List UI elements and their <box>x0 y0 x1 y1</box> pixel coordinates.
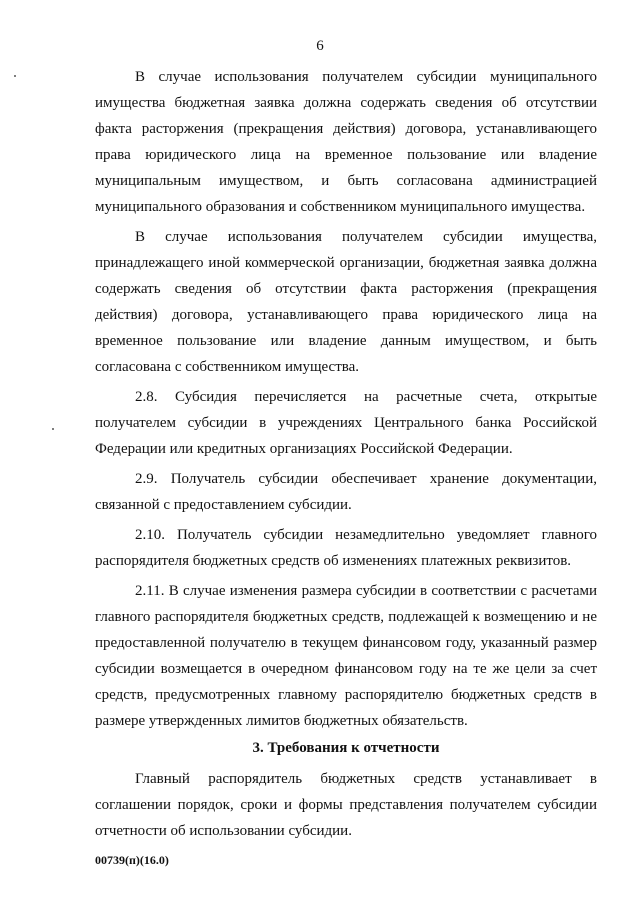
paragraph-2-10: 2.10. Получатель субсидии незамедлительно уведомляет главного распорядителя бюджетных средств об изменениях платежных реквизитов. <box>95 527 597 569</box>
scan-speck <box>52 428 54 430</box>
paragraph-commercial-property: В случае использования получателем субсидии имущества, принадлежащего иной коммерческой организации, бюджетная заявка должна содержать сведения об отсутствии факта расторжения (прекращения действия) договора, устанавливающего права юридического лица на временное пользование или владение данным имуществом, и быть согласована с собственником имущества. <box>95 229 597 375</box>
scan-speck <box>14 75 16 77</box>
paragraph-2-9: 2.9. Получатель субсидии обеспечивает хранение документации, связанной с предоставлением субсидии. <box>95 471 597 513</box>
body-text <box>95 64 597 738</box>
page-number: 6 <box>316 38 324 54</box>
paragraph-2-8: 2.8. Субсидия перечисляется на расчетные счета, открытые получателем субсидии в учреждениях Центрального банка Российской Федерации или кредитных организациях Российской Федерации. <box>95 389 597 457</box>
paragraph-2-11: 2.11. В случае изменения размера субсидии в соответствии с расчетами главного распорядителя бюджетных средств, подлежащей к возмещению и не предоставленной получателю в текущем финансовом году, указанный размер субсидии возмещается в очередном финансовом году на те же цели за счет средств, предусмотренных главному распорядителю бюджетных средств в размере утвержденных лимитов бюджетных обязательств. <box>95 583 597 729</box>
section-heading: 3. Требования к отчетности <box>252 740 440 756</box>
paragraph-municipal-property: В случае использования получателем субсидии муниципального имущества бюджетная заявка должна содержать сведения об отсутствии факта расторжения (прекращения действия) договора, устанавливающего права юридического лица на временное пользование или владение муниципальным имуществом, и быть согласована администрацией муниципального образования и собственником муниципального имущества. <box>95 69 597 215</box>
footer-code: 00739(п)(16.0) <box>95 853 169 867</box>
section-body <box>95 766 597 844</box>
paragraph-reporting: Главный распорядитель бюджетных средств устанавливает в соглашении порядок, сроки и формы представления получателем субсидии отчетности об использовании субсидии. <box>95 771 597 839</box>
